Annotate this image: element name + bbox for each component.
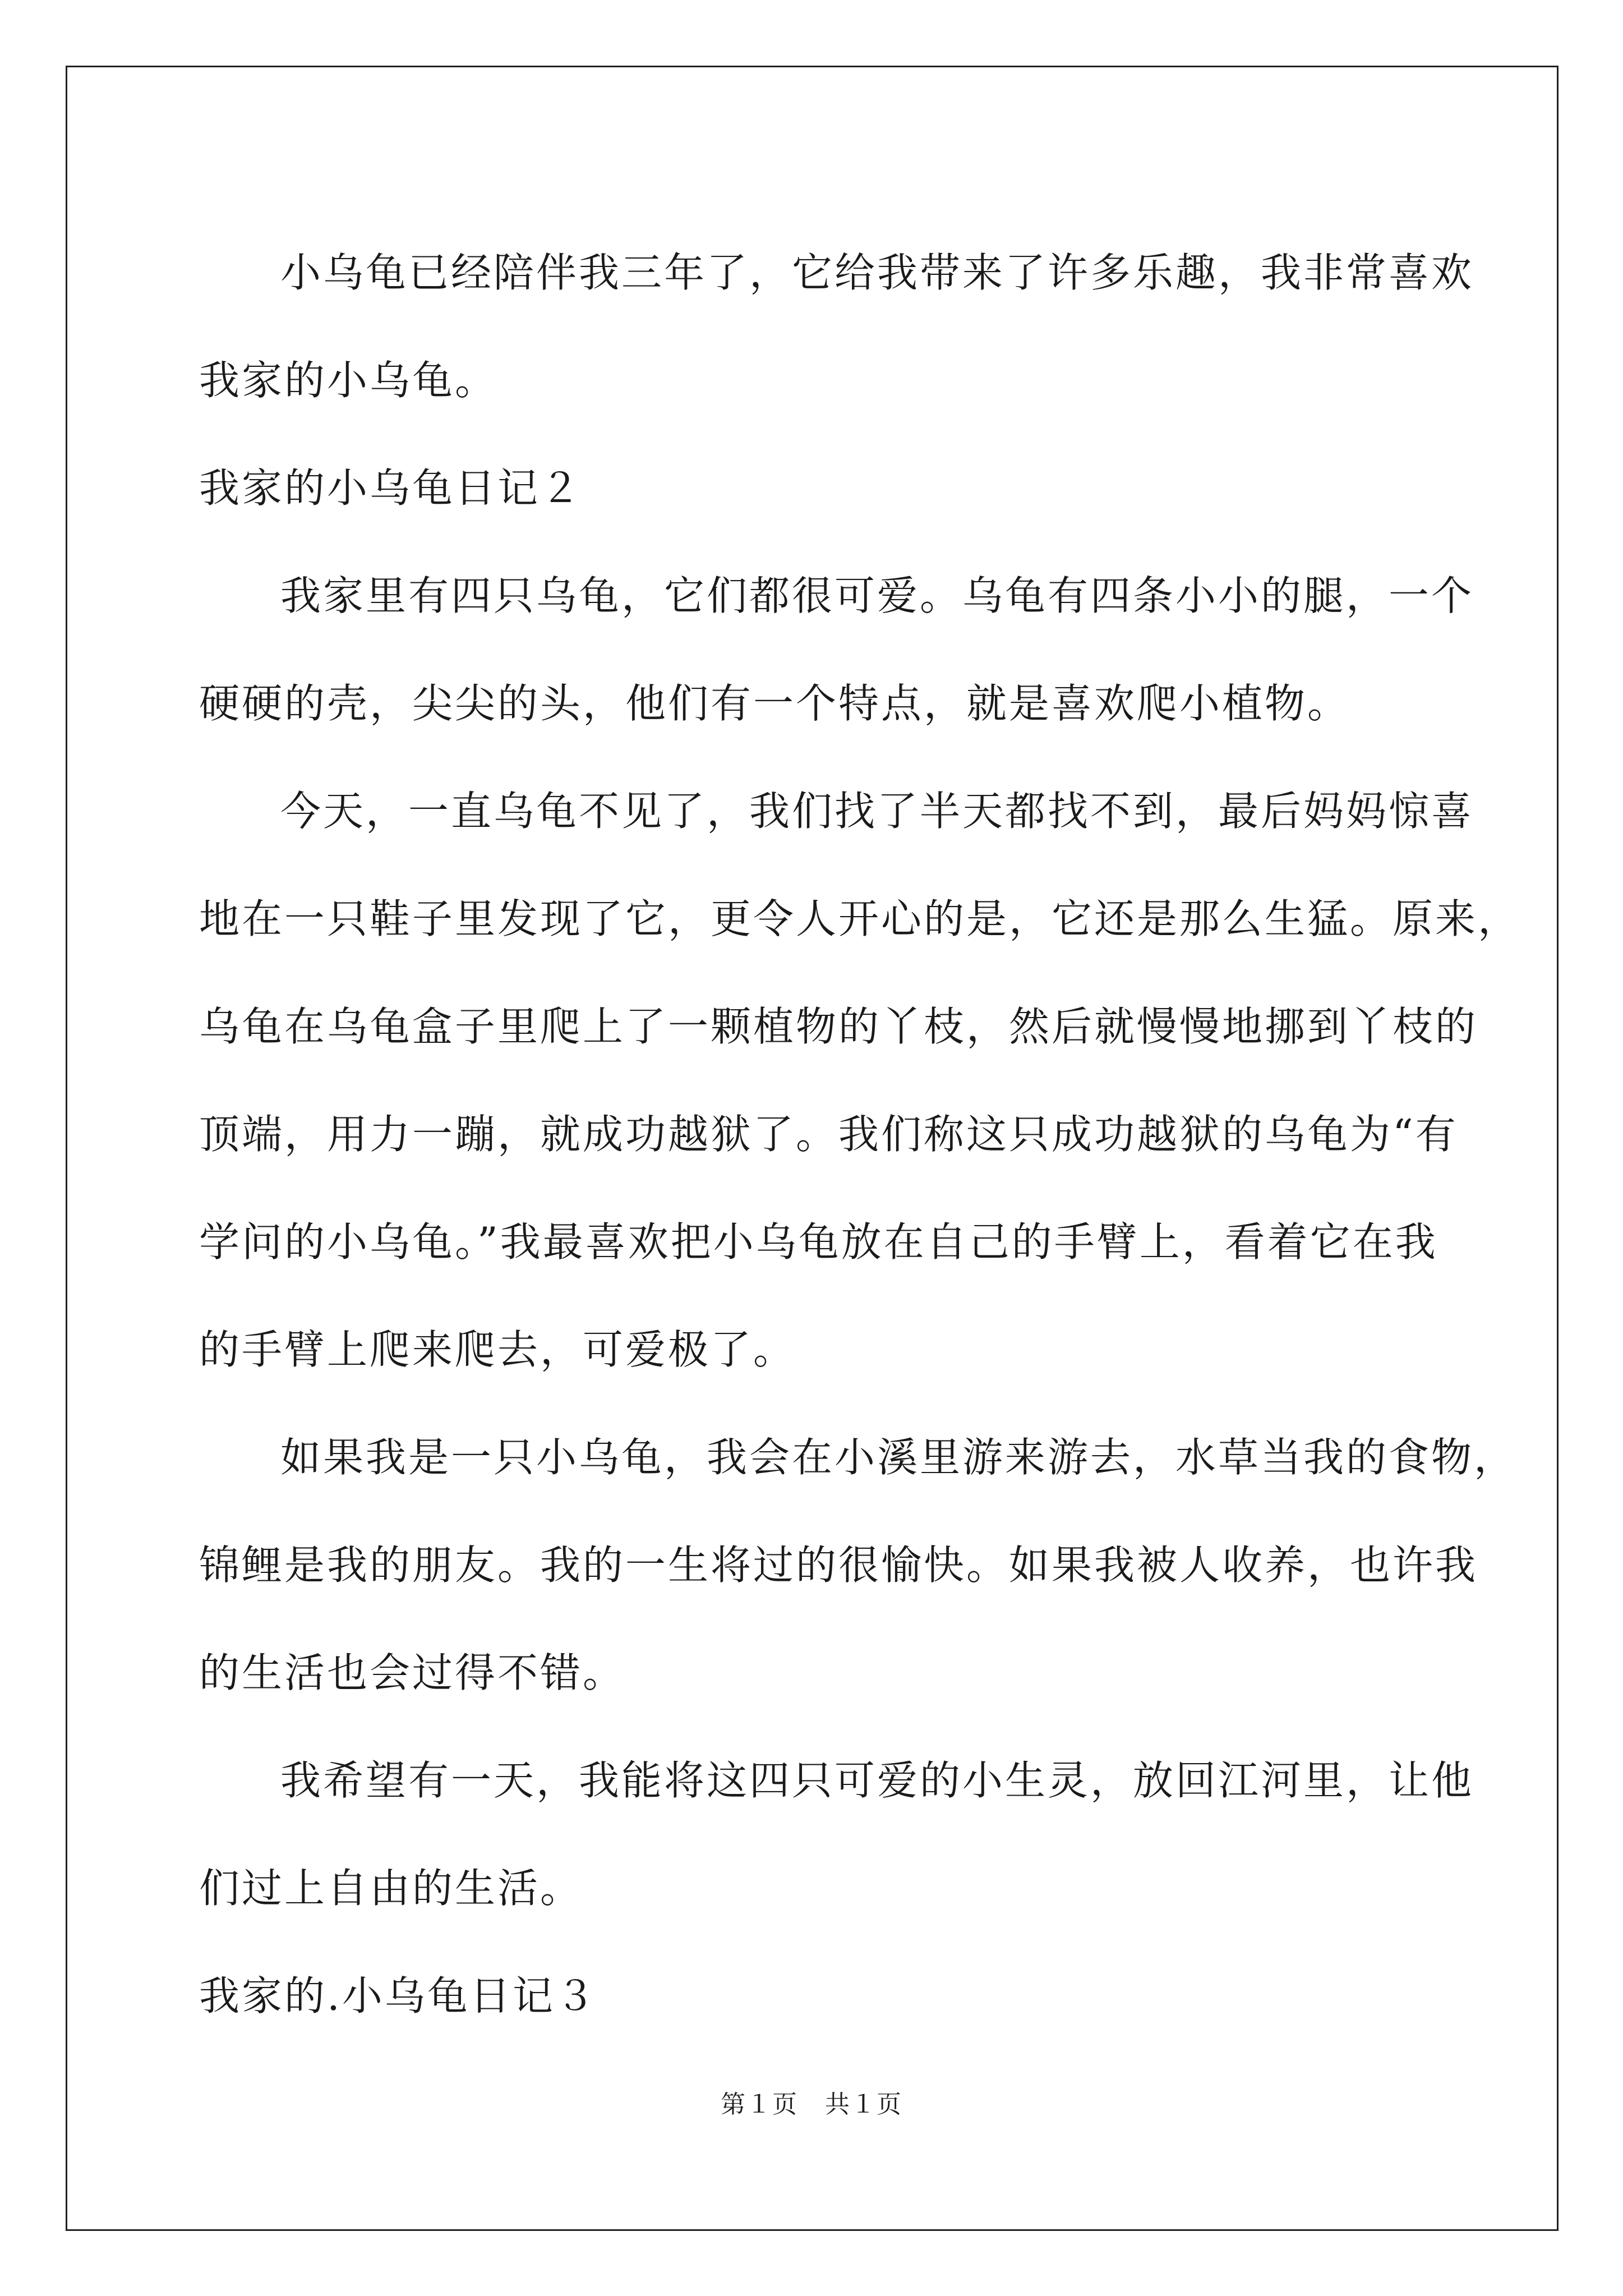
paragraph-line: 如果我是一只小乌龟，我会在小溪里游来游去，水草当我的食物， <box>280 1434 1517 1481</box>
paragraph-line: 学问的小乌龟。”我最喜欢把小乌龟放在自己的手臂上，看着它在我 <box>199 1218 1438 1266</box>
paragraph-line: 我家里有四只乌龟，它们都很可爱。乌龟有四条小小的腿，一个 <box>280 572 1474 619</box>
section-heading: 我家的.小乌龟日记３ <box>199 1972 598 2019</box>
page-total: 共１页 <box>825 2090 902 2119</box>
document-body <box>199 219 1521 2050</box>
paragraph-line: 小乌龟已经陪伴我三年了，它给我带来了许多乐趣，我非常喜欢 <box>280 249 1474 296</box>
paragraph-line: 地在一只鞋子里发现了它，更令人开心的是，它还是那么生猛。原来， <box>199 895 1521 942</box>
section-heading: 我家的小乌龟日记２ <box>199 464 583 512</box>
paragraph-line: 今天，一直乌龟不见了，我们找了半天都找不到，最后妈妈惊喜 <box>280 788 1474 835</box>
paragraph-line: 的生活也会过得不错。 <box>199 1649 626 1696</box>
paragraph-line: 我希望有一天，我能将这四只可爱的小生灵，放回江河里，让他 <box>280 1757 1474 1804</box>
paragraph-line: 我家的小乌龟。 <box>199 357 498 404</box>
paragraph-line: 乌龟在乌龟盒子里爬上了一颗植物的丫枝，然后就慢慢地挪到丫枝的 <box>199 1003 1478 1050</box>
page-footer <box>0 2088 1623 2122</box>
paragraph-line: 顶端，用力一蹦，就成功越狱了。我们称这只成功越狱的乌龟为“有 <box>199 1111 1458 1158</box>
paragraph-line: 锦鲤是我的朋友。我的一生将过的很愉快。如果我被人收养，也许我 <box>199 1542 1478 1589</box>
paragraph-line: 硬硬的壳，尖尖的头，他们有一个特点，就是喜欢爬小植物。 <box>199 680 1350 727</box>
page-number: 第１页 <box>721 2090 798 2119</box>
paragraph-line: 的手臂上爬来爬去，可爱极了。 <box>199 1326 796 1373</box>
paragraph-line: 们过上自由的生活。 <box>199 1865 583 1912</box>
